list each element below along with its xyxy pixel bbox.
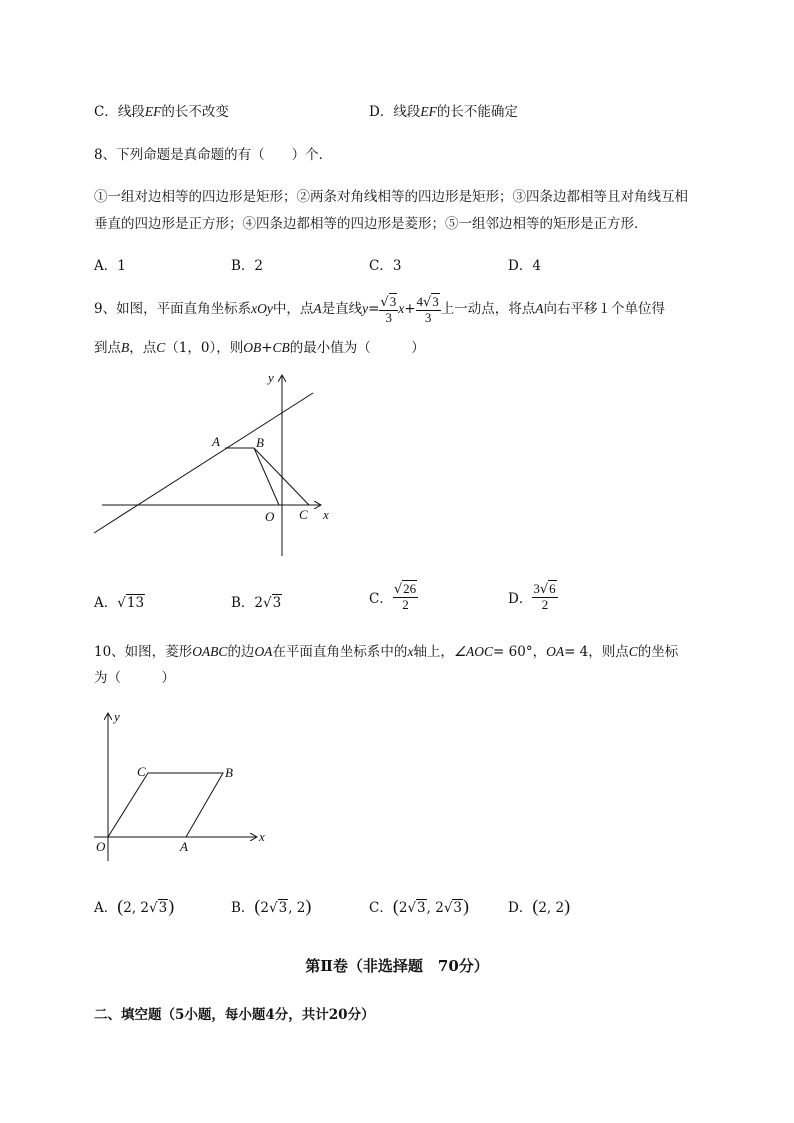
q10-b-radicand: 3 [278,900,288,916]
q10-comma: ， [532,644,547,660]
q7-d-text: D．线段 [369,104,421,120]
q9-b-coef: 2 [254,595,264,611]
q9-text: 到点 [94,340,121,356]
q10-d-value: 2, 2 [538,900,565,916]
q10-b-coef: 2 [260,900,270,916]
q9-option-b: B．2√3 [231,595,282,611]
q9-label-b: B [256,435,264,450]
q10-var-x: x [407,644,414,659]
q8-option-d: D．4 [508,258,541,274]
q9-label-c: C [299,507,308,522]
q10-a-radicand: 3 [158,900,168,916]
q9-f1-den: 3 [385,309,393,325]
q10-option-a: A．(2, 2√3) [94,896,175,916]
q9-equals: = [368,301,380,317]
q10-text: 的边 [227,644,255,660]
q10-option-d: D．(2, 2) [508,896,571,916]
q9-text: （1，0），则 [165,340,244,356]
q9-stem-line2 [94,336,425,356]
q9-text: 上一动点，将点 [440,301,536,317]
q9-fraction-2: $\frac{4√3}{3}$ [416,293,439,325]
q10-text: ，则点 [588,644,629,660]
q9-text: 9、如图，平面直角坐标系 [94,301,252,317]
q10-text: 在平面直角坐标系中的 [272,644,408,660]
part2-title: 第Ⅱ卷（非选择题 70分） [305,957,489,975]
q10-eq1: = 60° [493,644,533,660]
q10-var-oabc: OABC [192,644,228,659]
q9-label-y: y [268,370,274,385]
q9-option-c [369,582,418,612]
q7-option-d [369,100,518,120]
q10-figure [90,708,280,864]
q7-c-var: EF [144,104,162,119]
q9-option-d [508,582,558,612]
q10-option-b: B．(2√3, 2) [231,896,312,916]
q9-var-x: x [398,301,405,316]
q9-d-label: D． [508,591,533,607]
q9-text: 中，点 [272,301,314,317]
q10-text: 的坐标 [637,644,679,660]
q7-c-suffix: 的长不改变 [161,104,229,120]
q9-var-b: B [121,340,130,355]
q9-c-fraction: $\frac{√26}{2}$ [393,581,417,612]
q9-option-a: A．√13 [94,595,145,611]
part2-section-heading: 二、填空题（5小题，每小题4分，共计20分） [94,1007,375,1023]
q9-var-ob: OB [243,340,262,355]
q9-label-x: x [323,507,329,522]
q9-segment-bo [254,448,279,505]
q9-var-cb: CB [272,340,290,355]
q9-label-o: O [265,509,275,524]
q10-label-b: B [225,765,233,780]
q9-d-fraction: $\frac{3√6}{2}$ [533,581,556,612]
q9-f2-coef: 4 [416,293,423,309]
q9-b-radicand: 3 [272,595,282,611]
q10-text: 10、如图，菱形 [94,644,193,660]
q10-option-c: C．(2√3, 2√3) [369,896,470,916]
q9-d-radicand: 6 [549,581,556,596]
q8-statement-line2: 垂直的四边形是正方形；④四条边都相等的四边形是菱形；⑤一组邻边相等的矩形是正方形． [94,216,648,232]
q7-d-suffix: 的长不能确定 [436,104,518,120]
q9-var-xoy: xOy [251,301,273,316]
q9-text: 的最小值为（ ） [289,340,425,356]
q8-option-c: C．3 [369,258,402,274]
q7-c-text: C．线段 [94,104,145,120]
q9-fraction-1: $\frac{√3}{3}$ [380,293,397,325]
q9-f2-num: 3 [432,293,439,309]
q10-stem-line1 [94,640,678,660]
q7-option-c [94,100,229,120]
q8-option-b: B．2 [231,258,264,274]
q9-c-label: C． [369,591,393,607]
q9-a-radicand: 13 [126,595,145,611]
q10-label-a: A [180,839,188,854]
q7-d-var: EF [420,104,437,119]
q9-text: 向右平移１个单位得 [543,301,666,317]
q10-a-value: 2, 2 [123,900,150,916]
q9-c-den: 2 [402,597,409,612]
q9-plus: + [261,340,273,356]
q10-c-coef1: 2 [398,900,408,916]
q9-d-den: 2 [541,597,549,612]
q9-label-a: A [212,434,220,449]
q8-option-a: A．1 [94,258,126,274]
q9-f2-den: 3 [424,309,432,325]
q10-label-c: C [137,764,146,779]
q9-var-y: y [362,301,369,316]
q9-var-c: C [156,340,166,355]
q10-c-radicand2: 3 [453,900,463,916]
q9-line [94,393,313,533]
q10-label-y: y [114,709,120,724]
q9-a-label: A． [94,595,118,611]
q10-label-o: O [96,839,106,854]
q8-statement-line1: ①一组对边相等的四边形是矩形；②两条对角线相等的四边形是矩形；③四条边都相等且对角线互相 [94,189,688,205]
q10-c-label: C． [369,900,393,916]
q10-stem-line2: 为（ ） [94,670,175,686]
q10-var-oa: OA [254,644,273,659]
q10-c-coef2: , 2 [426,900,444,916]
q10-angle: ∠AOC [453,644,494,659]
q9-var-a: A [535,301,544,316]
q9-f1-num: 3 [389,293,397,309]
q10-var-oa: OA [546,644,565,659]
q10-text: 轴上， [413,644,454,660]
q10-b-post: , 2 [288,900,306,916]
q9-c-radicand: 26 [403,581,417,596]
q9-figure [90,368,350,560]
q10-eq2: = 4 [564,644,589,660]
q9-b-label: B． [231,595,255,611]
q10-label-x: x [259,829,265,844]
q8-stem: 8、下列命题是真命题的有（ ）个． [94,147,333,163]
q10-rhombus [108,773,223,837]
q9-plus: + [404,301,416,317]
q10-d-label: D． [508,900,533,916]
q9-text: 是直线 [321,301,363,317]
q9-var-a: A [313,301,322,316]
q9-d-coef: 3 [533,581,540,596]
q10-b-label: B． [231,900,255,916]
q10-a-label: A． [94,900,118,916]
q10-var-c: C [628,644,638,659]
q9-text: ，点 [129,340,157,356]
q9-stem-line1 [94,294,665,325]
q10-c-radicand1: 3 [417,900,426,916]
